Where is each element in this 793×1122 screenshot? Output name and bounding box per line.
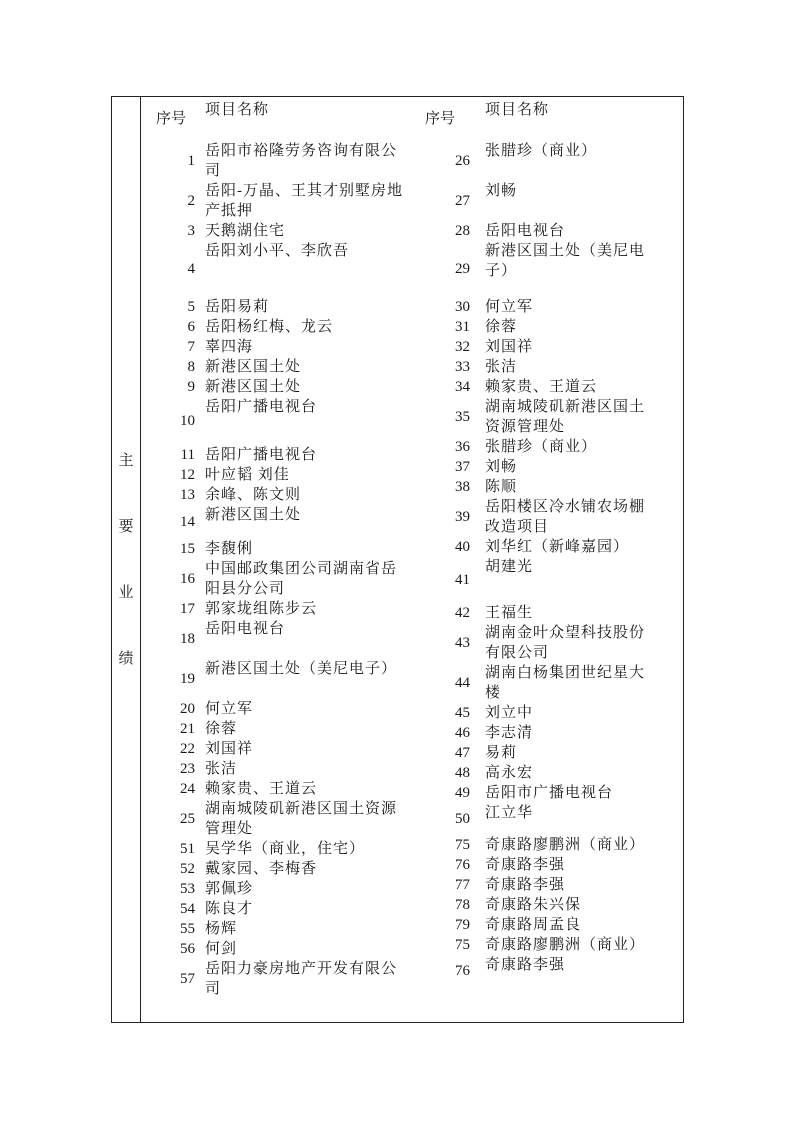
- table-row: [407, 763, 683, 783]
- table-row: [141, 485, 407, 505]
- table-row: [407, 723, 683, 743]
- table-row: [141, 297, 407, 317]
- entry-name: 陈良才: [205, 901, 254, 917]
- entry-number: 8: [187, 359, 195, 375]
- entry-name: 岳阳-万晶、王其才别墅房地产抵押: [205, 183, 403, 219]
- table-row: [141, 859, 407, 879]
- entry-number: 79: [455, 917, 470, 933]
- entry-number: 33: [455, 359, 470, 375]
- entry-number: 11: [180, 447, 195, 463]
- entry-name: 张洁: [205, 761, 238, 777]
- table-row: [407, 377, 683, 397]
- entry-name: 刘畅: [485, 183, 518, 199]
- table-row: [407, 623, 683, 663]
- entry-name: 天鹅湖住宅: [205, 223, 286, 239]
- entry-number: 78: [455, 897, 470, 913]
- entry-number: 49: [455, 785, 470, 801]
- entry-number: 18: [180, 631, 195, 647]
- entry-name: 奇康路李强: [485, 857, 566, 873]
- table-row: [407, 337, 683, 357]
- entry-name: 易莉: [485, 745, 518, 761]
- entry-number: 48: [455, 765, 470, 781]
- table-row: [407, 603, 683, 623]
- table-row: [141, 879, 407, 899]
- table-row: [407, 477, 683, 497]
- column-header-name: 项目名称: [485, 102, 550, 118]
- entry-name: 湖南城陵矶新港区国土资源管理处: [485, 399, 646, 435]
- entry-name: 吴学华（商业，住宅）: [205, 841, 366, 857]
- table-row: [407, 537, 683, 557]
- section-label-char: 绩: [118, 650, 134, 667]
- table-row: [407, 457, 683, 477]
- table-row: [407, 663, 683, 703]
- entry-number: 10: [180, 413, 195, 429]
- table-row: [407, 915, 683, 935]
- entry-name: 徐蓉: [485, 319, 518, 335]
- entry-name: 刘立中: [485, 705, 534, 721]
- entry-number: 76: [455, 857, 470, 873]
- table-content: [141, 97, 683, 1022]
- entry-number: 17: [180, 601, 195, 617]
- entry-number: 23: [180, 761, 195, 777]
- entry-name: 叶应韬 刘佳: [205, 467, 290, 483]
- entry-number: 4: [187, 261, 195, 277]
- entry-name: 郭家垅组陈步云: [205, 601, 318, 617]
- entry-name: 戴家园、李梅香: [205, 861, 318, 877]
- entry-name: 湖南金叶众望科技股份有限公司: [485, 625, 646, 661]
- entry-name: 江立华: [485, 805, 534, 821]
- entry-name: 奇康路李强: [485, 957, 566, 973]
- table-row: [407, 181, 683, 221]
- table-row: [141, 779, 407, 799]
- entry-name: 新港区国土处（美尼电子）: [485, 243, 646, 279]
- table-row: [141, 241, 407, 297]
- table-row: [141, 619, 407, 659]
- table-row: [141, 377, 407, 397]
- entry-name: 岳阳电视台: [485, 223, 566, 239]
- table-row: [407, 557, 683, 603]
- entry-number: 56: [180, 941, 195, 957]
- section-label-char: 主: [118, 452, 134, 469]
- entry-name: 杨辉: [205, 921, 238, 937]
- entry-number: 34: [455, 379, 470, 395]
- entry-name: 赖家贵、王道云: [205, 781, 318, 797]
- table-column-right: [407, 97, 683, 987]
- column-header-name: 项目名称: [205, 102, 270, 118]
- entry-name: 张腊珍（商业）: [485, 439, 598, 455]
- entry-number: 53: [180, 881, 195, 897]
- table-row: [141, 559, 407, 599]
- table-row: [141, 141, 407, 181]
- table-row: [141, 539, 407, 559]
- entry-name: 岳阳市广播电视台: [485, 785, 614, 801]
- achievements-table: [111, 96, 684, 1023]
- entry-number: 46: [455, 725, 470, 741]
- table-row: [141, 221, 407, 241]
- entry-number: 20: [180, 701, 195, 717]
- entry-number: 3: [187, 223, 195, 239]
- entry-name: 岳阳电视台: [205, 621, 286, 637]
- section-label: [112, 97, 141, 1022]
- table-header-row: [407, 97, 683, 141]
- entry-number: 44: [455, 675, 470, 691]
- table-row: [407, 855, 683, 875]
- entry-number: 75: [455, 837, 470, 853]
- entry-name: 徐蓉: [205, 721, 238, 737]
- table-row: [407, 241, 683, 297]
- entry-name: 奇康路周孟良: [485, 917, 582, 933]
- entry-number: 37: [455, 459, 470, 475]
- entry-name: 中国邮政集团公司湖南省岳阳县分公司: [205, 561, 398, 597]
- entry-number: 52: [180, 861, 195, 877]
- entry-number: 57: [180, 971, 195, 987]
- entry-number: 14: [180, 514, 195, 530]
- table-header-row: [141, 97, 407, 141]
- entry-number: 21: [180, 721, 195, 737]
- entry-number: 13: [180, 487, 195, 503]
- entry-number: 31: [455, 319, 470, 335]
- table-row: [407, 835, 683, 855]
- entry-name: 余峰、陈文则: [205, 487, 302, 503]
- table-row: [407, 397, 683, 437]
- table-row: [141, 505, 407, 539]
- entry-name: 刘华红（新峰嘉园）: [485, 539, 630, 555]
- entry-number: 1: [187, 153, 195, 169]
- entry-number: 30: [455, 299, 470, 315]
- entry-number: 42: [455, 605, 470, 621]
- column-header-no: 序号: [155, 111, 186, 127]
- entry-name: 李馥俐: [205, 541, 254, 557]
- entry-number: 47: [455, 745, 470, 761]
- table-row: [141, 739, 407, 759]
- entry-number: 35: [455, 409, 470, 425]
- entry-number: 39: [455, 509, 470, 525]
- entry-number: 75: [455, 937, 470, 953]
- entry-number: 25: [180, 811, 195, 827]
- table-row: [407, 357, 683, 377]
- entry-name: 新港区国土处: [205, 507, 302, 523]
- table-row: [141, 337, 407, 357]
- table-row: [407, 743, 683, 763]
- entry-number: 51: [180, 841, 195, 857]
- entry-name: 奇康路朱兴保: [485, 897, 582, 913]
- table-row: [141, 181, 407, 221]
- table-row: [141, 939, 407, 959]
- entry-name: 岳阳广播电视台: [205, 399, 318, 415]
- entry-name: 湖南城陵矶新港区国土资源管理处: [205, 801, 398, 837]
- section-label-char: 业: [118, 584, 134, 601]
- entry-name: 奇康路李强: [485, 877, 566, 893]
- table-row: [141, 465, 407, 485]
- entry-name: 胡建光: [485, 559, 534, 575]
- entry-number: 29: [455, 261, 470, 277]
- entry-number: 32: [455, 339, 470, 355]
- table-row: [141, 659, 407, 699]
- entry-number: 19: [180, 671, 195, 687]
- entry-number: 5: [187, 299, 195, 315]
- entry-number: 41: [455, 572, 470, 588]
- section-label-char: 要: [118, 518, 134, 535]
- entry-number: 28: [455, 223, 470, 239]
- entry-name: 陈顺: [485, 479, 518, 495]
- entry-number: 26: [455, 153, 470, 169]
- entry-name: 张腊珍（商业）: [485, 143, 598, 159]
- entry-name: 何剑: [205, 941, 238, 957]
- entry-name: 郭佩珍: [205, 881, 254, 897]
- entry-number: 43: [455, 635, 470, 651]
- entry-number: 9: [187, 379, 195, 395]
- entry-name: 张洁: [485, 359, 518, 375]
- entry-number: 76: [455, 963, 470, 979]
- table-row: [407, 497, 683, 537]
- entry-name: 湖南白杨集团世纪星大楼: [485, 665, 646, 701]
- table-row: [141, 357, 407, 377]
- entry-name: 刘畅: [485, 459, 518, 475]
- entry-name: 岳阳广播电视台: [205, 447, 318, 463]
- entry-name: 刘国祥: [205, 741, 254, 757]
- entry-number: 40: [455, 539, 470, 555]
- table-row: [141, 839, 407, 859]
- entry-name: 刘国祥: [485, 339, 534, 355]
- table-row: [141, 759, 407, 779]
- entry-number: 38: [455, 479, 470, 495]
- entry-number: 36: [455, 439, 470, 455]
- table-row: [407, 141, 683, 181]
- table-row: [407, 703, 683, 723]
- entry-name: 王福生: [485, 605, 534, 621]
- entry-number: 22: [180, 741, 195, 757]
- table-row: [141, 959, 407, 999]
- table-row: [407, 955, 683, 987]
- table-row: [407, 437, 683, 457]
- entry-name: 李志清: [485, 725, 534, 741]
- entry-number: 7: [187, 339, 195, 355]
- table-row: [407, 875, 683, 895]
- entry-number: 24: [180, 781, 195, 797]
- entry-name: 新港区国土处: [205, 379, 302, 395]
- table-row: [141, 699, 407, 719]
- entry-number: 15: [180, 541, 195, 557]
- table-row: [407, 935, 683, 955]
- table-row: [407, 895, 683, 915]
- table-row: [407, 317, 683, 337]
- entry-name: 岳阳力豪房地产开发有限公司: [205, 961, 398, 997]
- entry-number: 16: [180, 571, 195, 587]
- entry-name: 岳阳易莉: [205, 299, 270, 315]
- table-row: [141, 799, 407, 839]
- table-row: [407, 783, 683, 803]
- entry-name: 岳阳刘小平、李欣吾: [205, 243, 350, 259]
- entry-number: 27: [455, 193, 470, 209]
- table-row: [141, 919, 407, 939]
- entry-number: 6: [187, 319, 195, 335]
- table-row: [407, 297, 683, 317]
- column-header-no: 序号: [424, 111, 455, 127]
- entry-name: 高永宏: [485, 765, 534, 781]
- entry-number: 12: [180, 467, 195, 483]
- table-row: [407, 803, 683, 835]
- entry-number: 54: [180, 901, 195, 917]
- entry-number: 55: [180, 921, 195, 937]
- entry-name: 奇康路廖鹏洲（商业）: [485, 837, 646, 853]
- entry-name: 赖家贵、王道云: [485, 379, 598, 395]
- entry-number: 45: [455, 705, 470, 721]
- entry-name: 新港区国土处（美尼电子）: [205, 661, 398, 677]
- entry-name: 何立军: [205, 701, 254, 717]
- entry-name: 岳阳楼区冷水铺农场棚改造项目: [485, 499, 646, 535]
- entry-name: 岳阳杨红梅、龙云: [205, 319, 334, 335]
- table-row: [141, 599, 407, 619]
- entry-number: 50: [455, 811, 470, 827]
- entry-name: 辜四海: [205, 339, 254, 355]
- table-row: [141, 899, 407, 919]
- entry-name: 奇康路廖鹏洲（商业）: [485, 937, 646, 953]
- table-column-left: [141, 97, 407, 999]
- entry-name: 岳阳市裕隆劳务咨询有限公司: [205, 143, 398, 179]
- table-row: [141, 317, 407, 337]
- table-row: [407, 221, 683, 241]
- table-row: [141, 445, 407, 465]
- table-row: [141, 397, 407, 445]
- table-row: [141, 719, 407, 739]
- entry-name: 何立军: [485, 299, 534, 315]
- entry-number: 2: [187, 193, 195, 209]
- entry-number: 77: [455, 877, 470, 893]
- entry-name: 新港区国土处: [205, 359, 302, 375]
